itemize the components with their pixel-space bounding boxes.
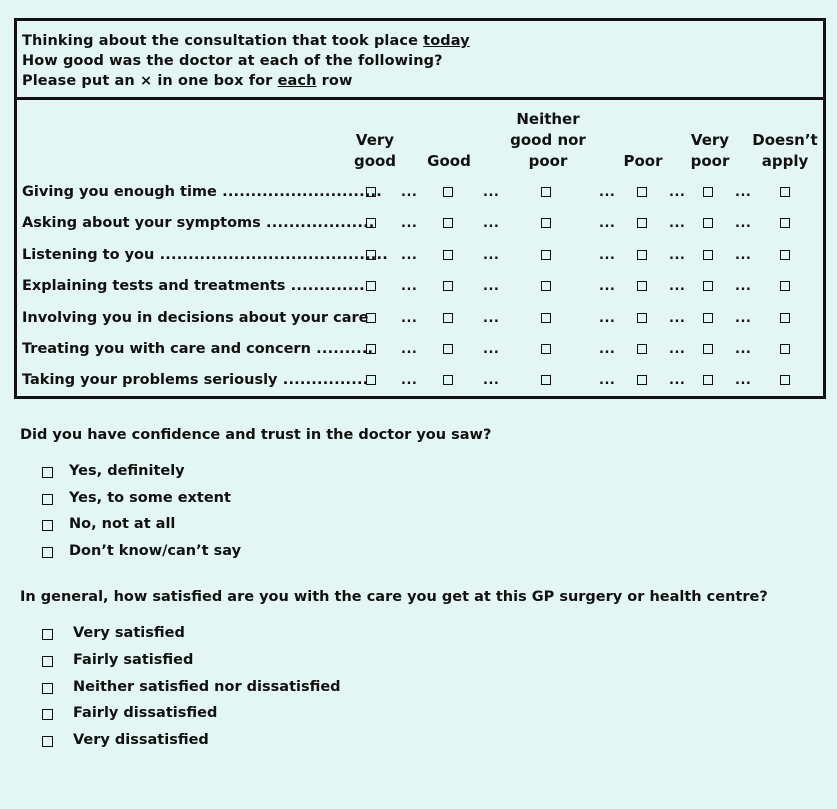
answer-option[interactable] [42,705,442,725]
rating-checkbox[interactable] [541,218,551,228]
row-label: Explaining tests and treatments ............. [22,278,365,295]
dot-leader: ... [483,279,500,295]
rating-checkbox[interactable] [703,250,713,260]
answer-label: Very satisfied [73,625,185,641]
dot-leader: ... [735,342,752,357]
dot-leader: ... [401,247,418,263]
answer-checkbox[interactable] [42,736,53,747]
answer-checkbox[interactable] [42,494,53,505]
dot-leader: ... [735,247,752,263]
rating-checkbox[interactable] [366,313,376,323]
table-row [17,365,823,397]
dot-leader: ... [669,247,686,263]
rating-checkbox[interactable] [637,375,647,385]
answer-checkbox[interactable] [42,547,53,558]
dot-leader: ... [599,247,616,263]
answer-checkbox[interactable] [42,656,53,667]
rating-checkbox[interactable] [443,313,453,323]
dot-leader: ... [483,373,500,389]
answer-label: Neither satisfied nor dissatisfied [73,678,341,695]
dot-leader: ... [483,247,500,263]
row-label: Treating you with care and concern .......... [22,341,374,357]
rating-checkbox[interactable] [637,281,647,291]
dot-leader: ... [669,279,686,295]
rating-checkbox[interactable] [780,218,790,228]
rating-checkbox[interactable] [703,187,713,197]
dot-leader: ... [669,185,686,200]
rating-checkbox[interactable] [541,187,551,197]
rating-checkbox[interactable] [541,281,551,291]
answer-option[interactable] [42,490,442,510]
answer-option[interactable] [42,679,442,699]
rating-checkbox[interactable] [637,344,647,354]
table-row [17,303,823,335]
rating-checkbox[interactable] [637,250,647,260]
rating-checkbox[interactable] [541,250,551,260]
rating-checkbox[interactable] [366,281,376,291]
rating-checkbox[interactable] [780,344,790,354]
column-header-very-good: Very good [353,131,397,170]
answer-label: Fairly dissatisfied [73,705,218,722]
table-row [17,240,823,272]
rating-checkbox[interactable] [366,218,376,228]
instructions [17,21,823,100]
answer-option[interactable] [42,652,442,672]
answer-label: Yes, to some extent [69,489,231,506]
dot-leader: ... [483,310,500,326]
dot-leader: ... [735,373,752,389]
row-label: Listening to you ........................................ [22,246,388,263]
answer-option[interactable] [42,516,442,536]
rating-checkbox[interactable] [366,187,376,197]
dot-leader: ... [669,216,686,232]
dot-leader: ... [599,185,616,200]
rating-checkbox[interactable] [443,250,453,260]
answer-label: Fairly satisfied [73,651,194,668]
rating-checkbox[interactable] [780,375,790,385]
instruction-line-2: How good was the doctor at each of the following? [22,53,443,69]
rating-checkbox[interactable] [541,344,551,354]
rating-checkbox[interactable] [366,375,376,385]
column-header-neither: Neither good nor poor [510,110,586,170]
rating-checkbox[interactable] [703,218,713,228]
rating-checkbox[interactable] [443,218,453,228]
dot-leader: ... [599,310,616,326]
dot-leader: ... [401,185,418,200]
rating-checkbox[interactable] [637,313,647,323]
rating-checkbox[interactable] [703,375,713,385]
dot-leader: ... [483,216,500,232]
answer-checkbox[interactable] [42,520,53,531]
answer-label: Yes, definitely [69,463,185,479]
rating-checkbox[interactable] [780,281,790,291]
answer-option[interactable] [42,463,442,483]
row-label: Asking about your symptoms ................... [22,215,375,232]
dot-leader: ... [599,279,616,295]
answer-option[interactable] [42,625,442,645]
rating-checkbox[interactable] [443,344,453,354]
answer-checkbox[interactable] [42,683,53,694]
answer-label: Don’t know/can’t say [69,543,242,560]
answer-option[interactable] [42,732,442,752]
rating-checkbox[interactable] [443,187,453,197]
dot-leader: ... [669,310,686,326]
dot-leader: ... [401,279,418,295]
dot-leader: ... [735,185,752,200]
dot-leader: ... [599,216,616,232]
rating-checkbox[interactable] [780,313,790,323]
row-label: Giving you enough time ............................ [22,184,382,200]
dot-leader: ... [735,310,752,326]
rating-checkbox[interactable] [703,281,713,291]
answer-option[interactable] [42,543,442,563]
rating-checkbox[interactable] [637,187,647,197]
answer-checkbox[interactable] [42,629,53,640]
table-row [17,208,823,240]
dot-leader: ... [483,185,500,200]
dot-leader: ... [401,342,418,357]
instruction-line-1: Thinking about the consultation that took place today [22,33,470,49]
column-header-very-poor: Very poor [690,131,730,170]
answer-checkbox[interactable] [42,467,53,478]
row-label: Involving you in decisions about your care [22,309,369,326]
instruction-line-3: Please put an × in one box for each row [22,73,353,89]
rating-checkbox[interactable] [780,187,790,197]
table-row [17,334,823,366]
dot-leader: ... [483,342,500,357]
question-satisfaction: In general, how satisfied are you with the care you get at this GP surgery or health centre? [20,589,768,605]
rating-table [14,18,826,399]
answer-checkbox[interactable] [42,709,53,720]
dot-leader: ... [401,310,418,326]
answer-label: Very dissatisfied [73,732,209,749]
table-row [17,271,823,303]
rating-checkbox[interactable] [366,344,376,354]
column-header-good: Good [427,152,471,170]
rating-checkbox[interactable] [366,250,376,260]
rating-checkbox[interactable] [443,375,453,385]
dot-leader: ... [401,373,418,389]
table-row [17,177,823,209]
column-header-doesnt-apply: Doesn’t apply [752,131,818,170]
dot-leader: ... [735,279,752,295]
dot-leader: ... [599,373,616,389]
dot-leader: ... [599,342,616,357]
question-confidence: Did you have confidence and trust in the doctor you saw? [20,427,492,443]
dot-leader: ... [669,373,686,389]
rating-checkbox[interactable] [780,250,790,260]
dot-leader: ... [735,216,752,232]
row-label: Taking your problems seriously ............... [22,372,369,389]
rating-checkbox[interactable] [703,344,713,354]
dot-leader: ... [669,342,686,357]
dot-leader: ... [401,216,418,232]
rating-checkbox[interactable] [637,218,647,228]
rating-checkbox[interactable] [443,281,453,291]
rating-checkbox[interactable] [703,313,713,323]
rating-checkbox[interactable] [541,375,551,385]
rating-checkbox[interactable] [541,313,551,323]
answer-label: No, not at all [69,516,176,533]
column-header-poor: Poor [623,152,663,170]
